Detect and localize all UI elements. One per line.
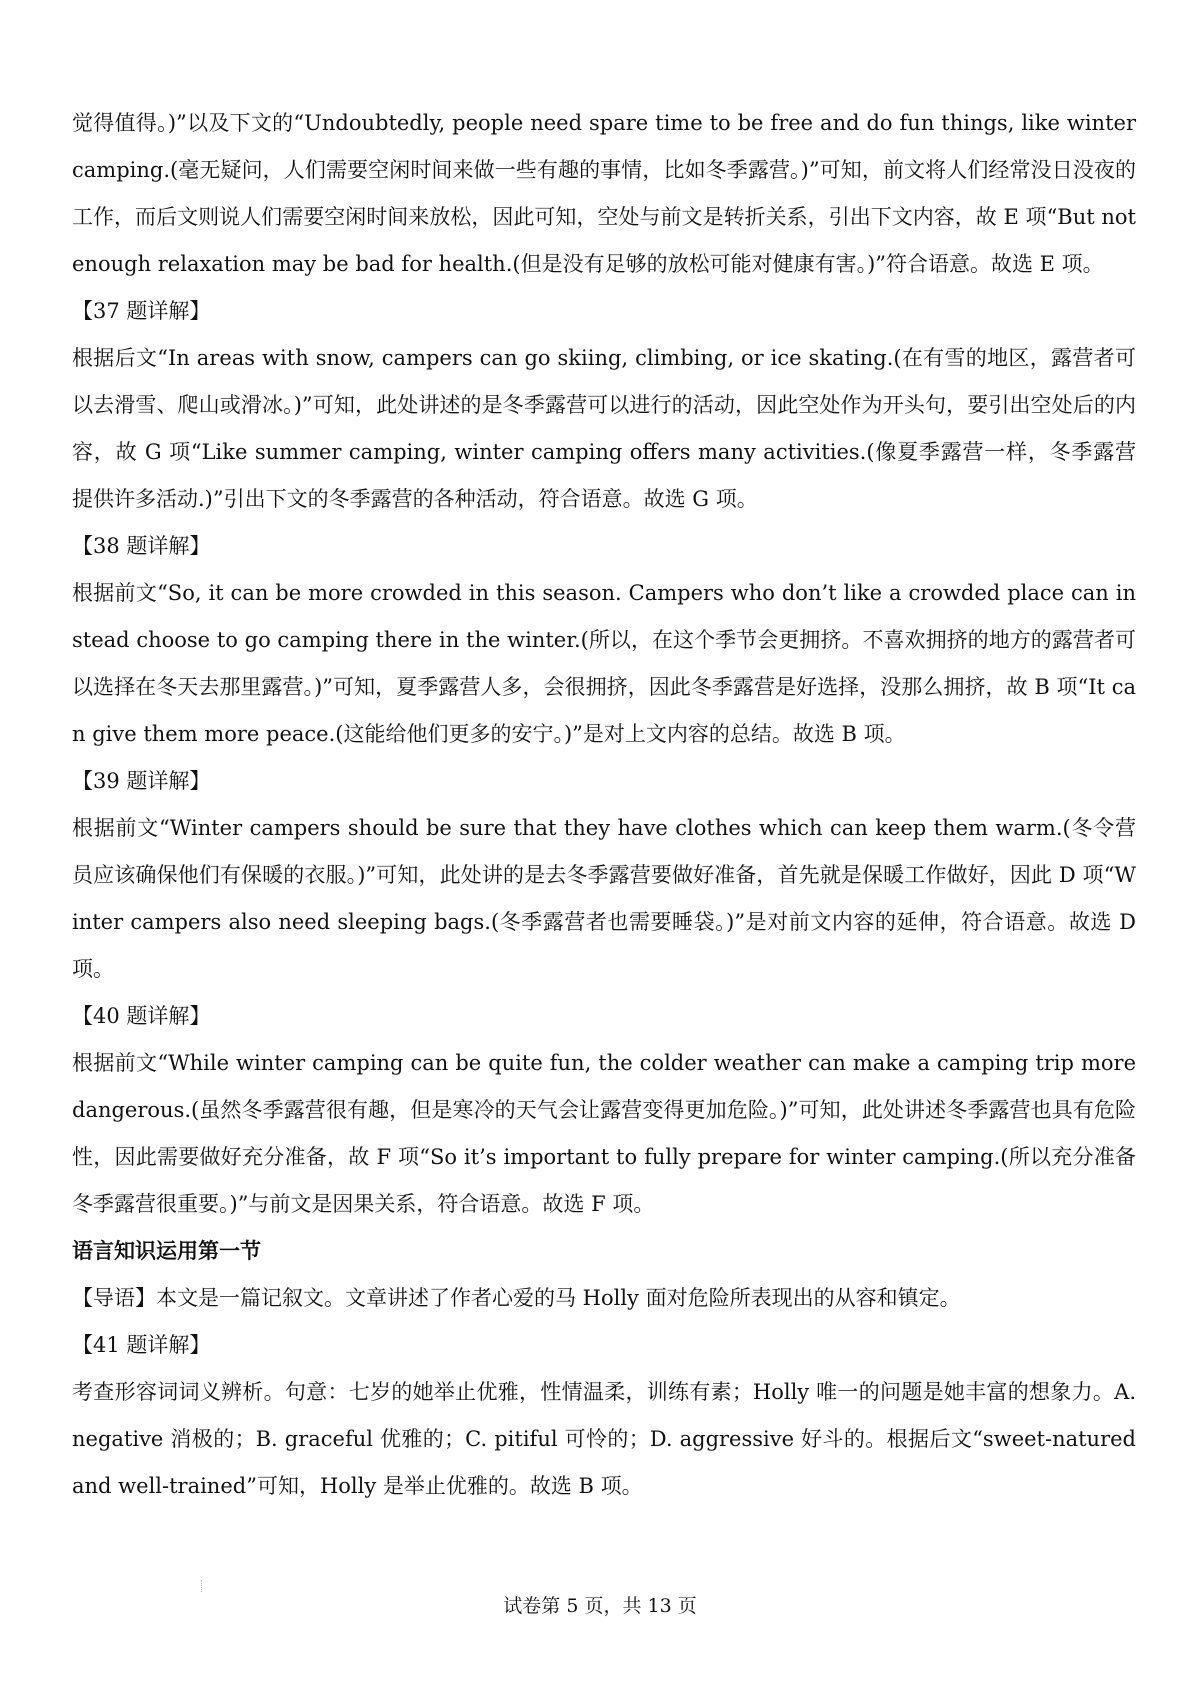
section-title-language-use: 语言知识运用第一节	[72, 1239, 261, 1263]
paragraph-38: 根据前文“So, it can be more crowded in this season. Campers who don’t like a crowded place can instead choose to go camping there in the winter.(所以，在这个季节会更拥挤。不喜欢拥挤的地方的露营者可以选择在冬天去那里露营。)”可知，夏季露营人多，会很拥挤，因此冬季露营是好选择，没那么拥挤，故 B 项“It can give them more peace.(这能给他们更多的安宁。)”是对上文内容的总结。故选 B 项。	[72, 581, 1136, 746]
paragraph-intro: 【导语】本文是一篇记叙文。文章讲述了作者心爱的马 Holly 面对危险所表现出的从容和镇定。	[72, 1286, 961, 1310]
paragraph-41: 考查形容词词义辨析。句意：七岁的她举止优雅，性情温柔，训练有素；Holly 唯一的问题是她丰富的想象力。A. negative 消极的；B. graceful 优雅的；C. pitiful 可怜的；D. aggressive 好斗的。根据后文“sweet-natured and well-trained”可知，Holly 是举止优雅的。故选 B 项。	[72, 1380, 1136, 1498]
paragraph-36-cont: 觉得值得。)”以及下文的“Undoubtedly, people need spare time to be free and do fun things, like winter camping.(毫无疑问，人们需要空闲时间来做一些有趣的事情，比如冬季露营。)”可知，前文将人们经常没日没夜的工作，而后文则说人们需要空闲时间来放松，因此可知，空处与前文是转折关系，引出下文内容，故 E 项“But not enough relaxation may be bad for health.(但是没有足够的放松可能对健康有害。)”符合语意。故选 E 项。	[72, 111, 1136, 276]
heading-40: 【40 题详解】	[72, 1004, 211, 1028]
document-body	[72, 100, 1136, 1510]
margin-mark	[201, 1580, 203, 1592]
paragraph-37: 根据后文“In areas with snow, campers can go skiing, climbing, or ice skating.(在有雪的地区，露营者可以去滑雪、爬山或滑冰。)”可知，此处讲述的是冬季露营可以进行的活动，因此空处作为开头句，要引出空处后的内容，故 G 项“Like summer camping, winter camping offers many activities.(像夏季露营一样，冬季露营提供许多活动.)”引出下文的冬季露营的各种活动，符合语意。故选 G 项。	[72, 346, 1136, 511]
paragraph-40: 根据前文“While winter camping can be quite fun, the colder weather can make a camping trip more dangerous.(虽然冬季露营很有趣，但是寒冷的天气会让露营变得更加危险。)”可知，此处讲述冬季露营也具有危险性，因此需要做好充分准备，故 F 项“So it’s important to fully prepare for winter camping.(所以充分准备冬季露营很重要。)”与前文是因果关系，符合语意。故选 F 项。	[72, 1051, 1136, 1216]
heading-37: 【37 题详解】	[72, 299, 211, 323]
page-footer: 试卷第 5 页，共 13 页	[503, 1595, 697, 1617]
paragraph-39: 根据前文“Winter campers should be sure that they have clothes which can keep them warm.(冬令营员应该确保他们有保暖的衣服。)”可知，此处讲的是去冬季露营要做好准备，首先就是保暖工作做好，因此 D 项“Winter campers also need sleeping bags.(冬季露营者也需要睡袋。)”是对前文内容的延伸，符合语意。故选 D 项。	[72, 816, 1136, 981]
heading-38: 【38 题详解】	[72, 534, 211, 558]
heading-41: 【41 题详解】	[72, 1333, 211, 1357]
heading-39: 【39 题详解】	[72, 769, 211, 793]
